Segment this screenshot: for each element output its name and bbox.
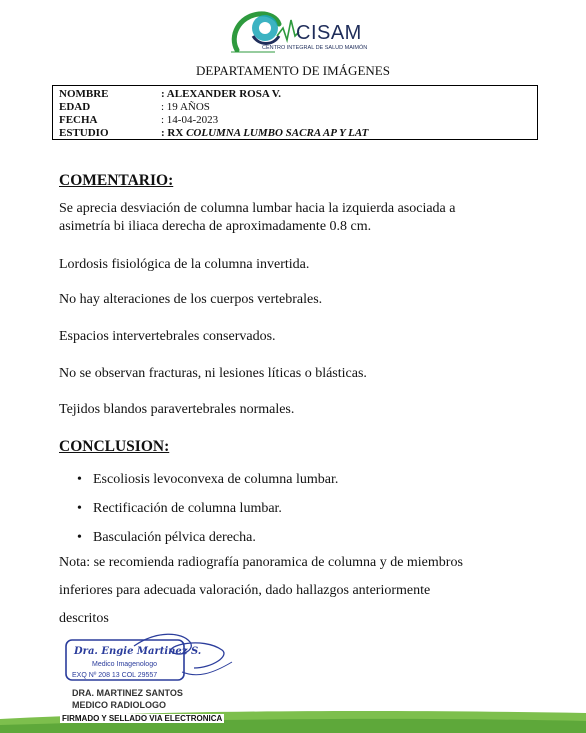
signature-stamp <box>62 628 237 690</box>
date-label: FECHA <box>59 114 98 126</box>
nota-paragraph <box>59 549 463 633</box>
date-value: : 14-04-2023 <box>161 114 219 126</box>
comentario-paragraph-4: Espacios intervertebrales conservados. <box>59 329 276 344</box>
conclusion-list <box>77 465 338 552</box>
comentario-line-2: asimetría bi iliaca derecha de aproximadamente 0.8 cm. <box>59 219 372 234</box>
study-label: ESTUDIO <box>59 127 109 139</box>
patient-info-box <box>52 85 538 140</box>
doctor-name: DRA. MARTINEZ SANTOS <box>72 688 183 698</box>
conclusion-heading: CONCLUSION: <box>59 438 170 455</box>
patient-name-row <box>59 88 281 100</box>
comentario-paragraph-2: Lordosis fisiológica de la columna invertida. <box>59 257 310 272</box>
doctor-role: MEDICO RADIOLOGO <box>72 700 166 710</box>
logo-name: CISAM <box>296 22 362 44</box>
study-value <box>161 127 368 139</box>
comentario-paragraph-6: Tejidos blandos paravertebrales normales. <box>59 402 295 417</box>
age-label: EDAD <box>59 101 91 113</box>
name-value: : ALEXANDER ROSA V. <box>161 88 282 100</box>
conclusion-item: • Basculación pélvica derecha. <box>77 523 338 552</box>
comentario-paragraph-5: No se observan fracturas, ni lesiones líticas o blásticas. <box>59 366 367 381</box>
patient-study-row <box>59 127 368 139</box>
department-title: DEPARTAMENTO DE IMÁGENES <box>196 63 390 78</box>
comentario-paragraph-3: No hay alteraciones de los cuerpos vertebrales. <box>59 292 323 307</box>
name-label: NOMBRE <box>59 88 109 100</box>
comentario-heading: COMENTARIO: <box>59 172 174 189</box>
conclusion-item: • Escoliosis levoconvexa de columna lumbar. <box>77 465 338 494</box>
study-name: COLUMNA LUMBO SACRA AP Y LAT <box>186 127 369 139</box>
footer-note: FIRMADO Y SELLADO VIA ELECTRONICA <box>62 714 223 723</box>
comentario-line-1: Se aprecia desviación de columna lumbar hacia la izquierda asociada a <box>59 201 456 216</box>
svg-text:Dra. Engie Martinez S.: Dra. Engie Martinez S. <box>74 646 202 657</box>
patient-date-row <box>59 114 218 126</box>
svg-text:EXQ Nº 208 13 COL 29557: EXQ Nº 208 13 COL 29557 <box>72 672 158 679</box>
study-prefix: : RX <box>161 127 187 139</box>
nota-line-3: descritos <box>59 611 109 626</box>
svg-text:Medico Imagenologo: Medico Imagenologo <box>92 661 157 668</box>
conclusion-item: • Rectificación de columna lumbar. <box>77 494 338 523</box>
age-value: : 19 AÑOS <box>161 101 210 113</box>
logo-subtitle: CENTRO INTEGRAL DE SALUD MAIMÓN <box>262 45 368 51</box>
nota-line-1: Nota: se recomienda radiografía panoramica de columna y de miembros <box>59 555 463 570</box>
nota-line-2: inferiores para adecuada valoración, dado hallazgos anteriormente <box>59 583 431 598</box>
patient-age-row <box>59 101 210 113</box>
